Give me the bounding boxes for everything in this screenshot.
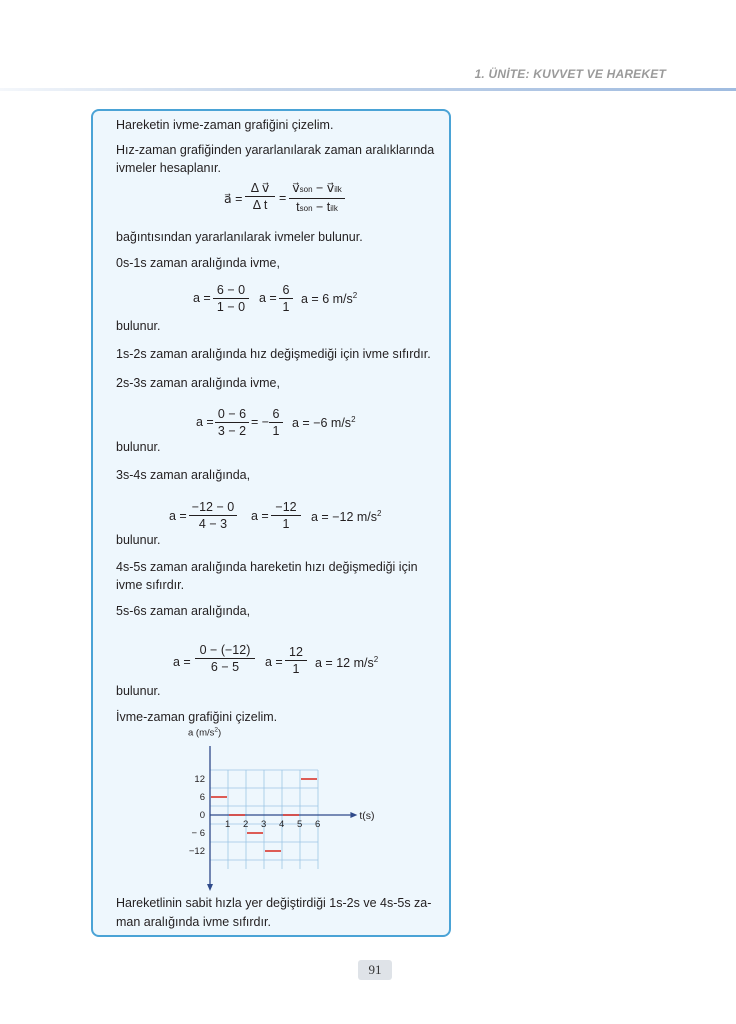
result-text-4: bulunur. bbox=[116, 684, 161, 698]
header-divider bbox=[0, 88, 736, 91]
formula-equals: = bbox=[279, 191, 287, 205]
y-tick-label: 6 bbox=[199, 792, 205, 803]
y-axis-label: a $(m/s^2)$ bbox=[188, 726, 222, 739]
conclusion-text-1: Hareketlinin sabit hızla yer değiştirdiği 1s-2s ve 4s-5s za- bbox=[116, 896, 432, 910]
y-tick-label: 0 bbox=[199, 810, 205, 821]
page-number: 91 bbox=[358, 960, 392, 980]
segment-2-text: 1s-2s zaman aralığında hız değişmediği için ivme sıfırdır. bbox=[116, 347, 431, 361]
result-text-2: bulunur. bbox=[116, 440, 161, 454]
y-tick-label: −12 bbox=[188, 846, 205, 857]
graph-intro: İvme-zaman grafiğini çizelim. bbox=[116, 710, 278, 724]
x-axis-arrow bbox=[350, 812, 357, 818]
x-tick-label: 4 bbox=[279, 819, 285, 830]
formula-fraction-1: $\frac{\text{Δ v⃗}}{\text{Δ t}}$ bbox=[245, 181, 275, 212]
method-text-1: Hız-zaman grafiğinden yararlanılarak zaman aralıklarında bbox=[116, 143, 435, 157]
x-tick-label: 3 bbox=[261, 819, 267, 830]
acceleration-time-chart bbox=[93, 111, 449, 935]
conclusion-text-2: man aralığında ivme sıfırdır. bbox=[116, 915, 271, 929]
segment-6-intro: 5s-6s zaman aralığında, bbox=[116, 604, 251, 618]
unit-title: 1. ÜNİTE: KUVVET VE HAREKET bbox=[474, 67, 666, 81]
formula-lhs: a⃗ = bbox=[224, 192, 243, 206]
result-text-3: bulunur. bbox=[116, 533, 161, 547]
page-header bbox=[0, 0, 736, 92]
y-tick-label: − 6 bbox=[191, 828, 205, 839]
segment-4-intro: 3s-4s zaman aralığında, bbox=[116, 468, 251, 482]
x-tick-label: 5 bbox=[297, 819, 303, 830]
segment-5-text-2: ivme sıfırdır. bbox=[116, 578, 185, 592]
relation-text: bağıntısından yararlanılarak ivmeler bulunur. bbox=[116, 230, 363, 244]
y-axis-arrow bbox=[207, 884, 213, 891]
x-tick-label: 2 bbox=[243, 819, 249, 830]
formula-fraction-2: v⃗son − v⃗ilk tson − tilk bbox=[289, 181, 345, 216]
y-tick-label: 12 bbox=[194, 774, 205, 785]
segment-5-text-1: 4s-5s zaman aralığında hareketin hızı değişmediği için bbox=[116, 560, 418, 574]
result-text-1: bulunur. bbox=[116, 319, 161, 333]
segment-1-intro: 0s-1s zaman aralığında ivme, bbox=[116, 256, 280, 270]
intro-text: Hareketin ivme-zaman grafiğini çizelim. bbox=[116, 118, 334, 132]
x-axis-label: t(s) bbox=[359, 810, 375, 822]
x-tick-label: 1 bbox=[225, 819, 231, 830]
x-tick-label: 6 bbox=[315, 819, 321, 830]
method-text-2: ivmeler hesaplanır. bbox=[116, 161, 221, 175]
solution-box: Hareketin ivme-zaman grafiğini çizelim. Hız-zaman grafiğinden yararlanılarak zaman aralıklarında ivmeler hesaplanır. a⃗ = $\frac{\text{Δ v⃗}}{\text{Δ t}}$ = v⃗son − v⃗ilk tson − tilk bağıntısından yararlanılarak ivmeler bulunur. 0s-1s zaman aralığında ivme, a = $\frac{6 - 0}{1 - 0}$ a = $\frac{6}{1}$ a = 6 $m/s^2$ bulunur. 1s-2s zaman aralığında hız değişmediği için ivme sıfırdır. 2s-3s zaman aralığında ivme, a = $\frac{0 - 6}{3 - 2}$ = − $\frac{6}{1}$ a = −6 $m/s^2$ bulunur. 3s-4s zaman aralığında, a = $\frac{-12 - 0}{4 - 3}$ a = $\frac{-12}{1}$ a = −12 $m/s^2$ bulunur. 4s-5s zaman aralığında hareketin hızı değişmediği için ivme sıfırdır. 5s-6s zaman aralığında, a = $\frac{0 - (-12)}{6 - 5}$ a = $\frac{12}{1}$ a = 12 $m/s^2$ bulunur. İvme-zaman grafiğini çizelim. a $(m/s^2)$ t(s) 1 2 3 4 5 6 12 6 0 − 6 −12 Hareketlinin sabit hızla yer değiştirdiği 1s-2s ve 4s-5s za- man aralığında ivme sıfırdır. bbox=[91, 109, 451, 937]
segment-3-intro: 2s-3s zaman aralığında ivme, bbox=[116, 376, 280, 390]
